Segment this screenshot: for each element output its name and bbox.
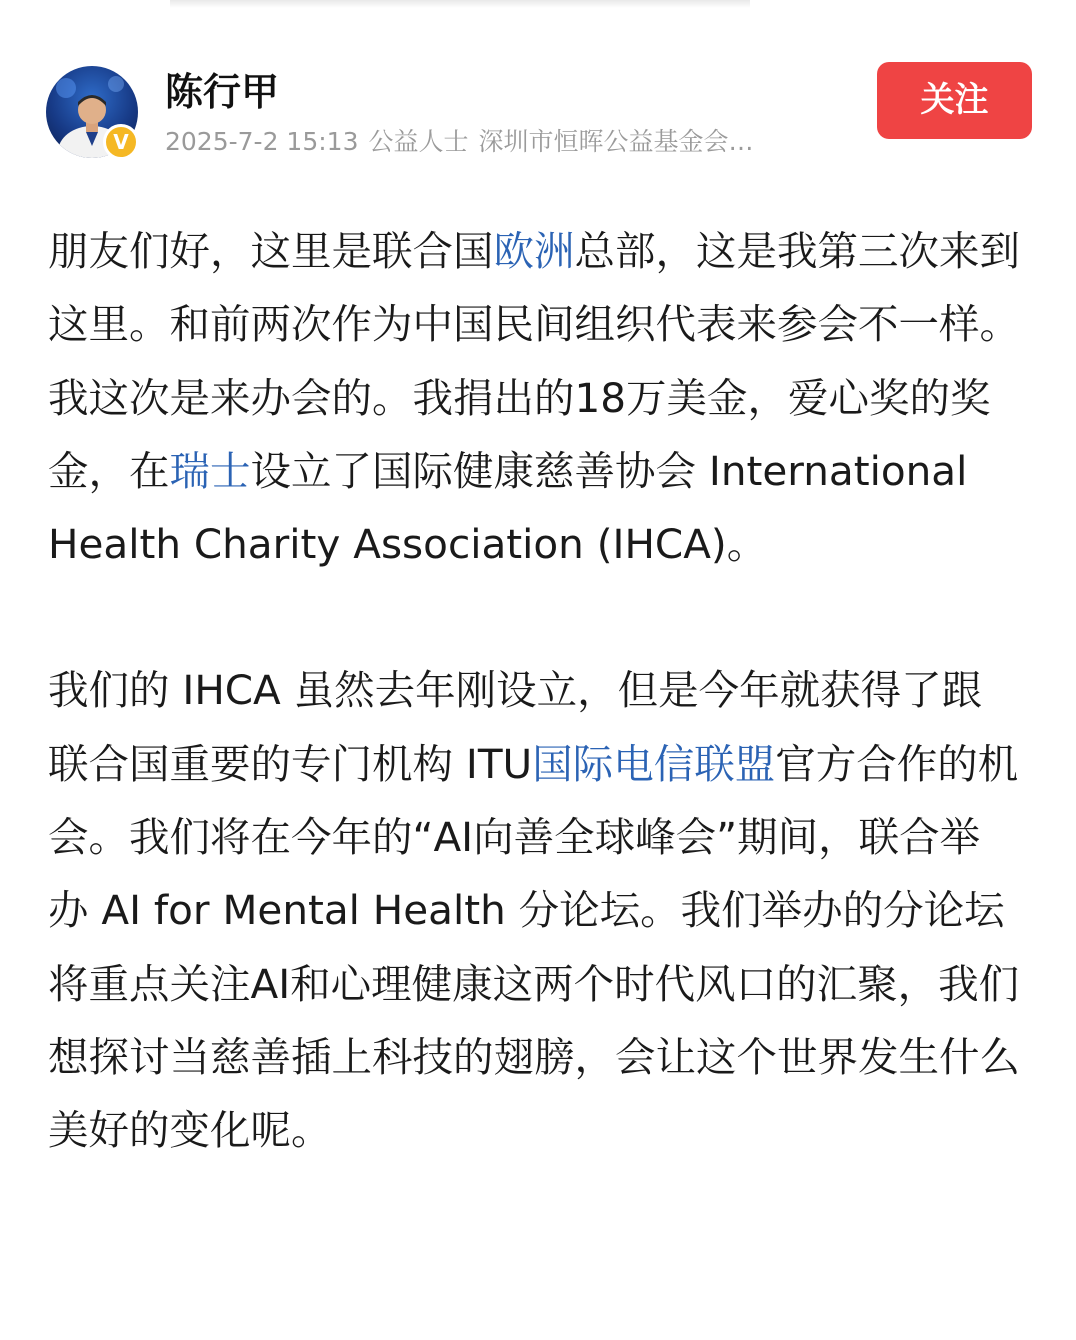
link-itu[interactable]: 国际电信联盟	[532, 739, 776, 788]
post-paragraph-2	[48, 654, 1020, 1167]
p1-text-2: 总部，这是我第三次来到这里。和前两次作为中国民间组织代表来参会不一样。我这次是来办会的。我捐出的18万美金，爱心奖的奖金，在	[48, 227, 1020, 495]
p2-text-2: 官方合作的机会。我们将在今年的“AI向善全球峰会”期间，联合举办 AI for Mental Health 分论坛。我们举办的分论坛将重点关注AI和心理健康这两个时代风口的汇聚，我们想探讨当慈善插上科技的翅膀，会让这个世界发生什么美好的变化呢。	[48, 739, 1020, 1155]
follow-button[interactable]: 关注	[877, 62, 1032, 139]
p1-text-1: 朋友们好，这里是联合国	[48, 227, 494, 275]
p1-text-3: 设立了国际健康慈善协会 International Health Charity Association (IHCA)。	[48, 446, 968, 569]
post-paragraph-1	[48, 215, 1020, 581]
post-meta	[165, 122, 855, 162]
link-europe[interactable]: 欧洲	[493, 227, 575, 275]
author-tag: 公益人士	[368, 127, 469, 156]
post-header	[0, 0, 1076, 190]
post-body	[48, 215, 1020, 1168]
link-switzerland[interactable]: 瑞士	[169, 446, 251, 495]
author-name[interactable]: 陈行甲	[165, 70, 280, 114]
p2-text-1: 我们的 IHCA 虽然去年刚设立，但是今年就获得了跟联合国重要的专门机构 ITU	[48, 666, 983, 788]
verified-badge-icon: V	[103, 124, 139, 160]
post-date: 2025-7-2 15:13	[165, 127, 359, 156]
paragraph-gap	[48, 581, 1020, 654]
author-org: 深圳市恒晖公益基金会…	[478, 127, 754, 156]
